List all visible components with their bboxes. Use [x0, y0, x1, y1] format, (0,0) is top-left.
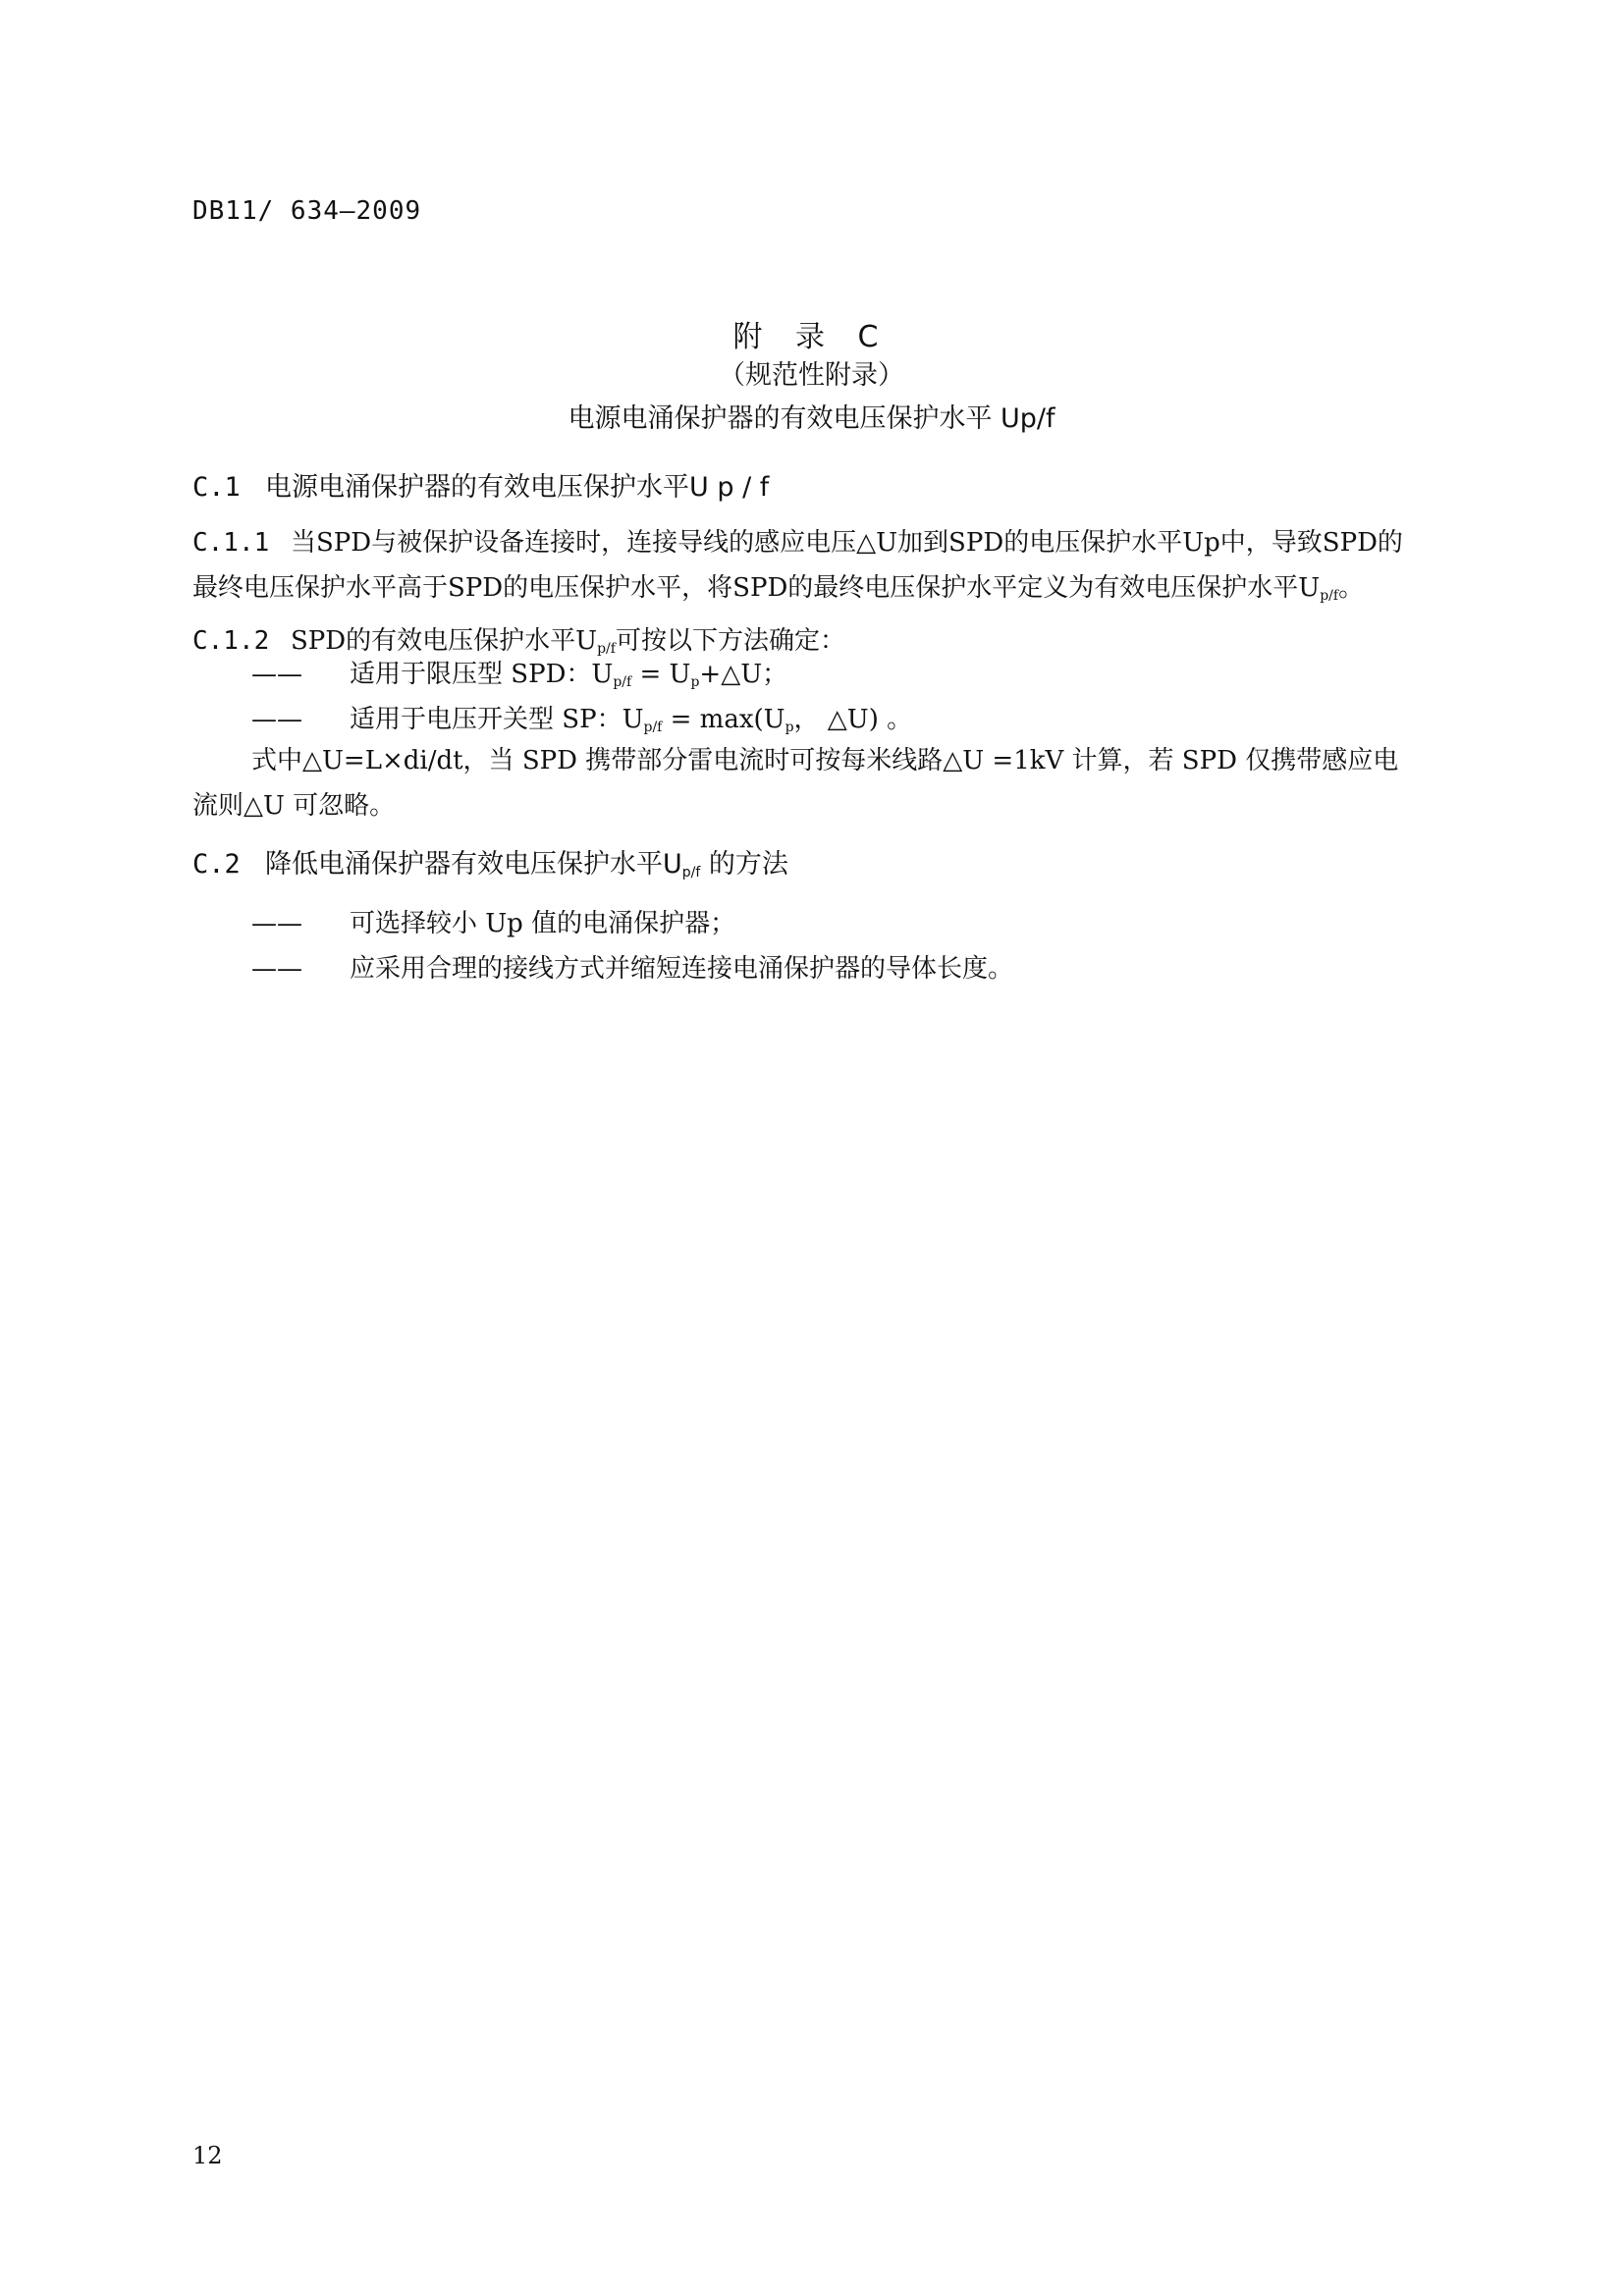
- subscript: p/f: [613, 674, 632, 690]
- page-number: 12: [192, 2142, 223, 2169]
- subscript: p: [784, 720, 794, 735]
- paragraph-text: 。: [1338, 573, 1365, 603]
- list-item: [251, 699, 912, 735]
- appendix-type: （规范性附录）: [719, 360, 904, 391]
- section-c1-heading: [192, 465, 769, 504]
- item-text: = max(U: [662, 705, 785, 734]
- paragraph-line: 式中△U=L×di/dt，当 SPD 携带部分雷电流时可按每米线路△U =1kV 计算，若 SPD 仅携带感应电: [251, 746, 1399, 775]
- paragraph-line: [192, 520, 1479, 565]
- section-title: 电源电涌保护器的有效电压保护水平U p / f: [265, 472, 770, 503]
- subscript: p/f: [1320, 588, 1339, 604]
- subscript: p/f: [681, 865, 701, 881]
- paragraph-line: 流则△U 可忽略。: [192, 791, 396, 821]
- list-item: [251, 654, 787, 690]
- item-text: +△U；: [699, 660, 788, 689]
- subscript: p/f: [643, 720, 663, 735]
- section-number: C.2: [192, 849, 241, 880]
- section-title: 的方法: [700, 849, 788, 880]
- appendix-title: 附 录 C: [732, 320, 891, 354]
- paragraph-line: [192, 565, 1479, 618]
- standard-code: DB11/ 634—2009: [192, 196, 422, 226]
- dash: ——: [251, 954, 302, 984]
- appendix-name: 电源电涌保护器的有效电压保护水平 Up/f: [568, 403, 1055, 434]
- section-c2-heading: [192, 842, 788, 881]
- subscript: p: [690, 674, 700, 690]
- item-text: ， △U) 。: [793, 705, 913, 734]
- clause-number: C.1.1: [192, 528, 270, 558]
- item-text: 适用于电压开关型 SP：U: [350, 705, 644, 734]
- section-number: C.1: [192, 472, 241, 503]
- item-text: = U: [631, 660, 691, 689]
- clause-number: C.1.2: [192, 626, 270, 656]
- item-text: 应采用合理的接线方式并缩短连接电涌保护器的导体长度。: [350, 954, 1014, 984]
- paragraph-text: 最终电压保护水平高于SPD的电压保护水平，将SPD的最终电压保护水平定义为有效电压保护水平U: [192, 573, 1321, 603]
- paragraph-note: [192, 738, 1479, 828]
- paragraph-text: 可按以下方法确定：: [615, 626, 845, 656]
- dash: ——: [251, 660, 302, 689]
- section-title: 降低电涌保护器有效电压保护水平U: [265, 849, 682, 880]
- list-item: [251, 948, 1013, 985]
- dash: ——: [251, 705, 302, 734]
- subscript: p/f: [597, 641, 616, 657]
- paragraph-text: SPD的有效电压保护水平U: [291, 626, 598, 656]
- dash: ——: [251, 909, 302, 938]
- paragraph-c11: [192, 520, 1479, 671]
- item-text: 可选择较小 Up 值的电涌保护器；: [350, 909, 736, 938]
- item-text: 适用于限压型 SPD：U: [350, 660, 614, 689]
- list-item: [251, 903, 735, 939]
- paragraph-text: 当SPD与被保护设备连接时，连接导线的感应电压△U加到SPD的电压保护水平Up中，导致SPD的: [291, 528, 1403, 558]
